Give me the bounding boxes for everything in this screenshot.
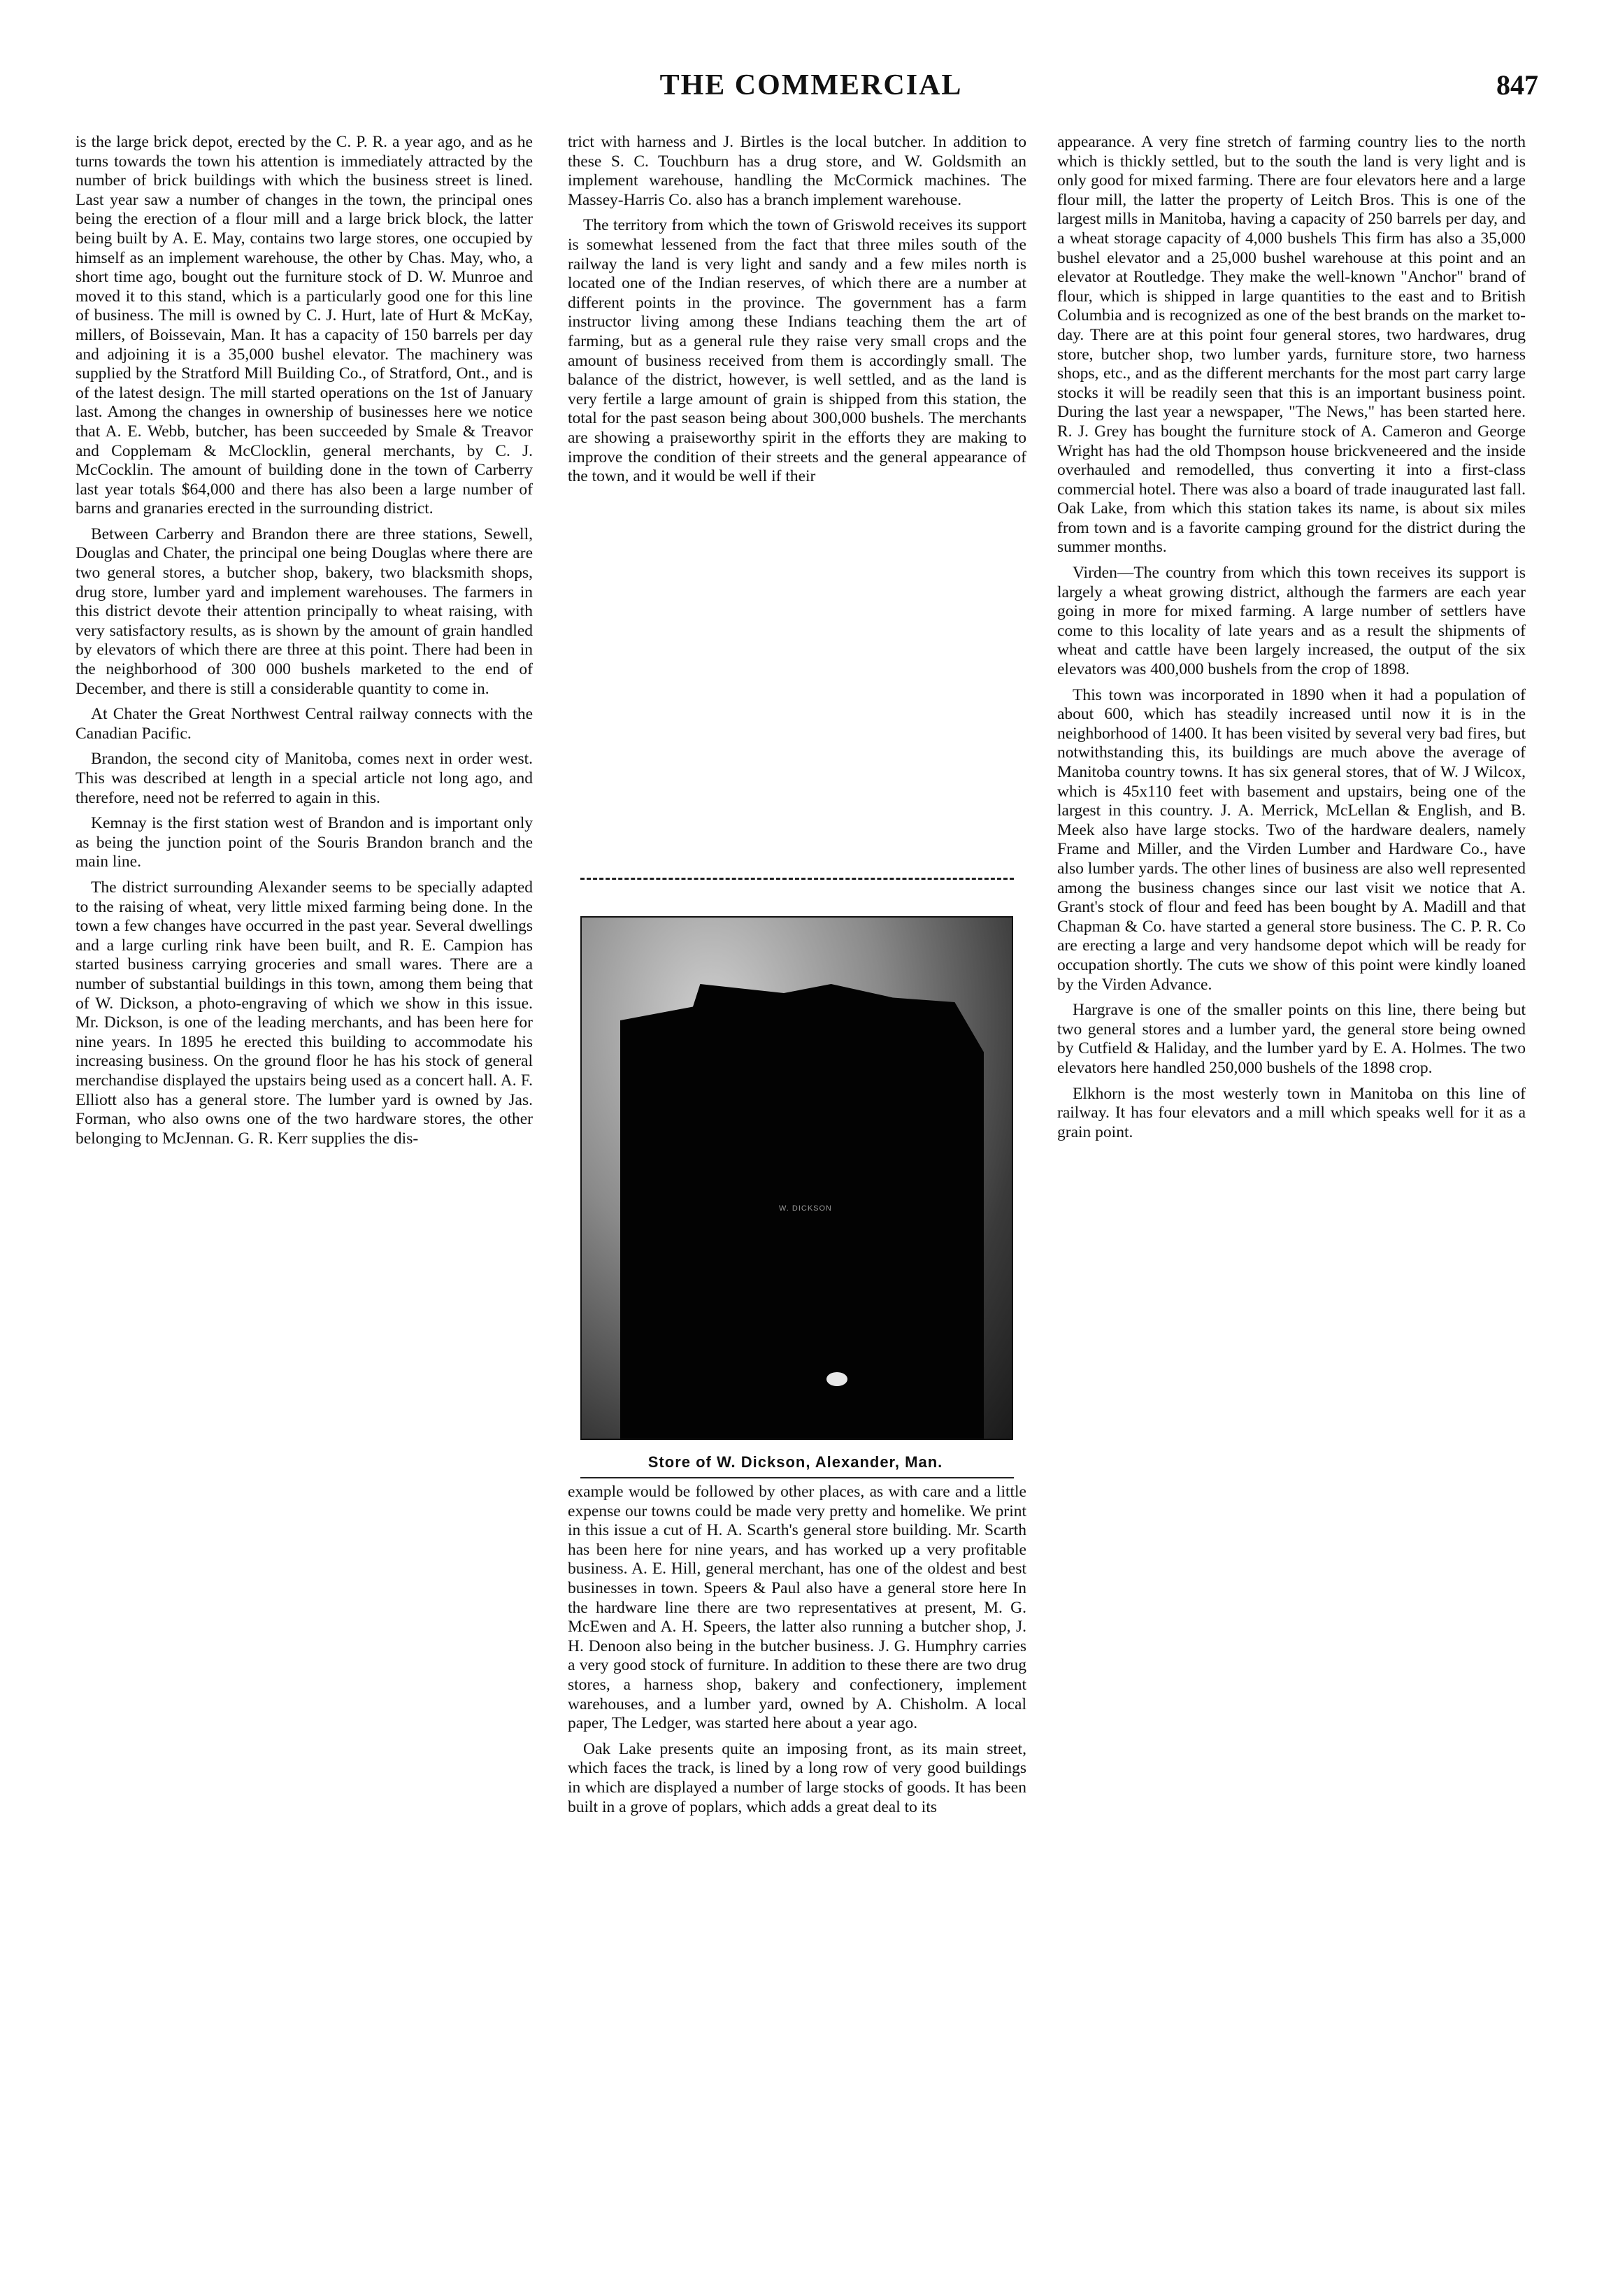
paragraph: is the large brick depot, erected by the C. P. R. a year ago, and as he turns towards the town his attention is immediately attracted by the number of brick buildings with which the business street is lined. Last year saw a number of changes in the town, the principal ones being the erection of a flour mill and a large brick block, the latter being built by A. E. May, contains two large stores, one occupied by himself as an implement warehouse, the other by Chas. May, who, a short time ago, bought out the furniture stock of D. W. Munroe and moved it to this stand, which is a particularly good one for this line of business. The mill is owned by C. J. Hurt, late of Hurt & McKay, millers, of Boissevain, Man. It has a capacity of 150 barrels per day and adjoining it is a 35,000 bushel elevator. The machinery was supplied by the Stratford Mill Building Co., of Stratford, Ont., and is of the latest design. The mill started operations on the 1st of January last. Among the changes in ownership of businesses here we notice that A. E. Webb, butcher, has been succeeded by Smale & Treavor and Copplemam & McClocklin, general merchants, by C. J. McCocklin. The amount of building done in the town of Carberry last year totals $64,000 and there has also been a large number of barns and granaries erected in the surrounding district. xyxy=(76,133,533,518)
column-2-top xyxy=(568,133,1026,493)
caption-rule xyxy=(580,1477,1014,1478)
column-1 xyxy=(76,133,533,1155)
paragraph: Virden—The country from which this town receives its support is largely a wheat growing district, although the farmers are each year going in more for mixed farming. A large number of settlers have come to this locality of late years and as a result the shipments of wheat and cattle have been largely increased, the output of the six elevators was 400,000 bushels from the crop of 1898. xyxy=(1057,564,1526,679)
paragraph: Elkhorn is the most westerly town in Manitoba on this line of railway. It has four elevators and a mill which speaks well for it as a grain point. xyxy=(1057,1084,1526,1141)
paragraph: Brandon, the second city of Manitoba, comes next in order west. This was described at length in a special article not long ago, and therefore, need not be referred to again in this. xyxy=(76,750,533,807)
section-divider xyxy=(580,878,1014,880)
paragraph: This town was incorporated in 1890 when it had a population of about 600, which has steadily increased until now it is in the neighborhood of 1400. It has been visited by several very bad fires, but notwithstanding this, its buildings are much above the average of Manitoba country towns. It has six general stores, that of W. J Wilcox, which is 45x110 feet with basement and upstairs, being one of the largest in this country. J. A. Merrick, McLellan & English, and B. Meek also have large stocks. Two of the hardware dealers, namely Frame and Miller, and the Virden Lumber and Hardware Co., have also lumber yards. The other lines of business are also well represented among the business changes since our last visit we notice that A. Grant's stock of flour and feed has been bought by A. Madill and that Chapman & Co. have started a general store business. The C. P. R. Co are erecting a large and very handsome depot which will be ready for occupation shortly. The cuts we show of this point were kindly loaned by the Virden Advance. xyxy=(1057,685,1526,994)
column-2-bottom xyxy=(568,1483,1026,1823)
paragraph: appearance. A very fine stretch of farming country lies to the north which is thickly settled, but to the south the land is very light and is only good for mixed farming. There are four elevators here and a large flour mill, the latter the property of Leitch Bros. This is one of the largest mills in Manitoba, having a capacity of 250 barrels per day, and a wheat storage capacity of 4,000 bushels This firm has also a 35,000 bushel elevator and a 25,000 bushel warehouse at this point and an elevator at Routledge. They make the well-known "Anchor" brand of flour, which is shipped in large quantities to the east and to British Columbia and is recognized as one of the best brands on the market to-day. There are at this point four general stores, two hardwares, drug store, butcher shop, two lumber yards, furniture store, two harness shops, etc., and as the different merchants for the most part carry large stocks it will be readily seen that this is an important business point. During the last year a newspaper, "The News," has been started here. R. J. Grey has bought the furniture stock of A. Cameron and George Wright has had the old Thompson house brickveneered and the inside overhauled and remodelled, thus converting it into a first-class commercial hotel. There was also a board of trade inaugurated last fall. Oak Lake, from which this station takes its name, is about six miles from town and is a favorite camping ground for the district during the summer months. xyxy=(1057,133,1526,557)
page-number: 847 xyxy=(1496,69,1538,101)
paragraph: trict with harness and J. Birtles is the local butcher. In addition to these S. C. Touchburn has a drug store, and W. Goldsmith an implement warehouse, handling the McCormick machines. The Massey-Harris Co. also has a branch implement warehouse. xyxy=(568,133,1026,209)
page-header xyxy=(0,0,1604,119)
store-sign: W. DICKSON xyxy=(778,1204,832,1213)
paragraph: Hargrave is one of the smaller points on this line, there being but two general stores and a lumber yard, the general store being owned by Cutfield & Haliday, and the lumber yard by E. A. Holmes. The two elevators here handled 250,000 bushels of the 1898 crop. xyxy=(1057,1001,1526,1077)
paragraph: Oak Lake presents quite an imposing front, as its main street, which faces the track, is lined by a long row of very good buildings in which are displayed a number of large stocks of goods. It has been built in a grove of poplars, which adds a great deal to its xyxy=(568,1739,1026,1816)
paragraph: Between Carberry and Brandon there are three stations, Sewell, Douglas and Chater, the principal one being Douglas where there are two general stores, a butcher shop, bakery, two blacksmith shops, drug store, lumber yard and implement warehouses. The farmers in this district devote their attention principally to wheat raising, with very satisfactory results, as is shown by the amount of grain handled by elevators of which there are three at this point. There had been in the neighborhood of 300 000 bushels marketed to the end of December, and there is still a considerable quantity to come in. xyxy=(76,525,533,698)
paragraph: example would be followed by other places, as with care and a little expense our towns could be made very pretty and homelike. We print in this issue a cut of H. A. Scarth's general store building. Mr. Scarth has been here for nine years, and has worked up a very profitable business. A. E. Hill, general merchant, has one of the oldest and best businesses in town. Speers & Paul also have a general store here In the hardware line there are two representatives at present, M. G. McEwen and A. H. Speers, the latter also running a butcher shop, J. H. Denoon also being in the butcher business. J. G. Humphry carries a very good stock of furniture. In addition to these there are two drug stores, a harness shop, bakery and confectionery, implement warehouses, and a lumber yard, owned by A. Chisholm. A local paper, The Ledger, was started here about a year ago. xyxy=(568,1483,1026,1733)
paragraph: At Chater the Great Northwest Central railway connects with the Canadian Pacific. xyxy=(76,705,533,743)
paragraph: The district surrounding Alexander seems to be specially adapted to the raising of wheat, very little mixed farming being done. In the town a few changes have occurred in the past year. Several dwellings and a large curling rink have been built, and R. E. Campion has started business carrying groceries and small wares. There are a number of substantial buildings in this town, among them being that of W. Dickson, a photo-engraving of which we show in this issue. Mr. Dickson, is one of the leading merchants, and has been here for nine years. In 1895 he erected this building to accommodate his increasing business. On the ground floor he has his stock of general merchandise displayed the upstairs being used as a concert hall. A. F. Elliott also has a general store. The lumber yard is owned by Jas. Forman, who also owns one of the two hardware stores, the other belonging to McJennan. G. R. Kerr supplies the dis- xyxy=(76,878,533,1148)
paragraph: The territory from which the town of Griswold receives its support is somewhat lessened from the fact that three miles south of the railway the land is very light and sandy and a few miles north is located one of the Indian reserves, of which there are a number at different points in the province. The government has a farm instructor living among these Indians teaching them the art of farming, but as a general rule they raise very small crops and the amount of business received from them is accordingly small. The balance of the district, however, is well settled, and as the land is very fertile a large amount of grain is shipped from this station, the total for the past season being about 300,000 bushels. The merchants are showing a praiseworthy spirit in the efforts they are making to improve the condition of their streets and the general appearance of the town, and it would be well if their xyxy=(568,216,1026,486)
photo-caption: Store of W. Dickson, Alexander, Man. xyxy=(647,1453,943,1471)
paragraph: Kemnay is the first station west of Brandon and is important only as being the junction point of the Souris Brandon branch and the main line. xyxy=(76,814,533,871)
column-3 xyxy=(1057,133,1526,1148)
photo-highlight xyxy=(826,1372,847,1386)
store-photograph xyxy=(580,916,1013,1440)
publication-title: THE COMMERCIAL xyxy=(659,69,963,101)
